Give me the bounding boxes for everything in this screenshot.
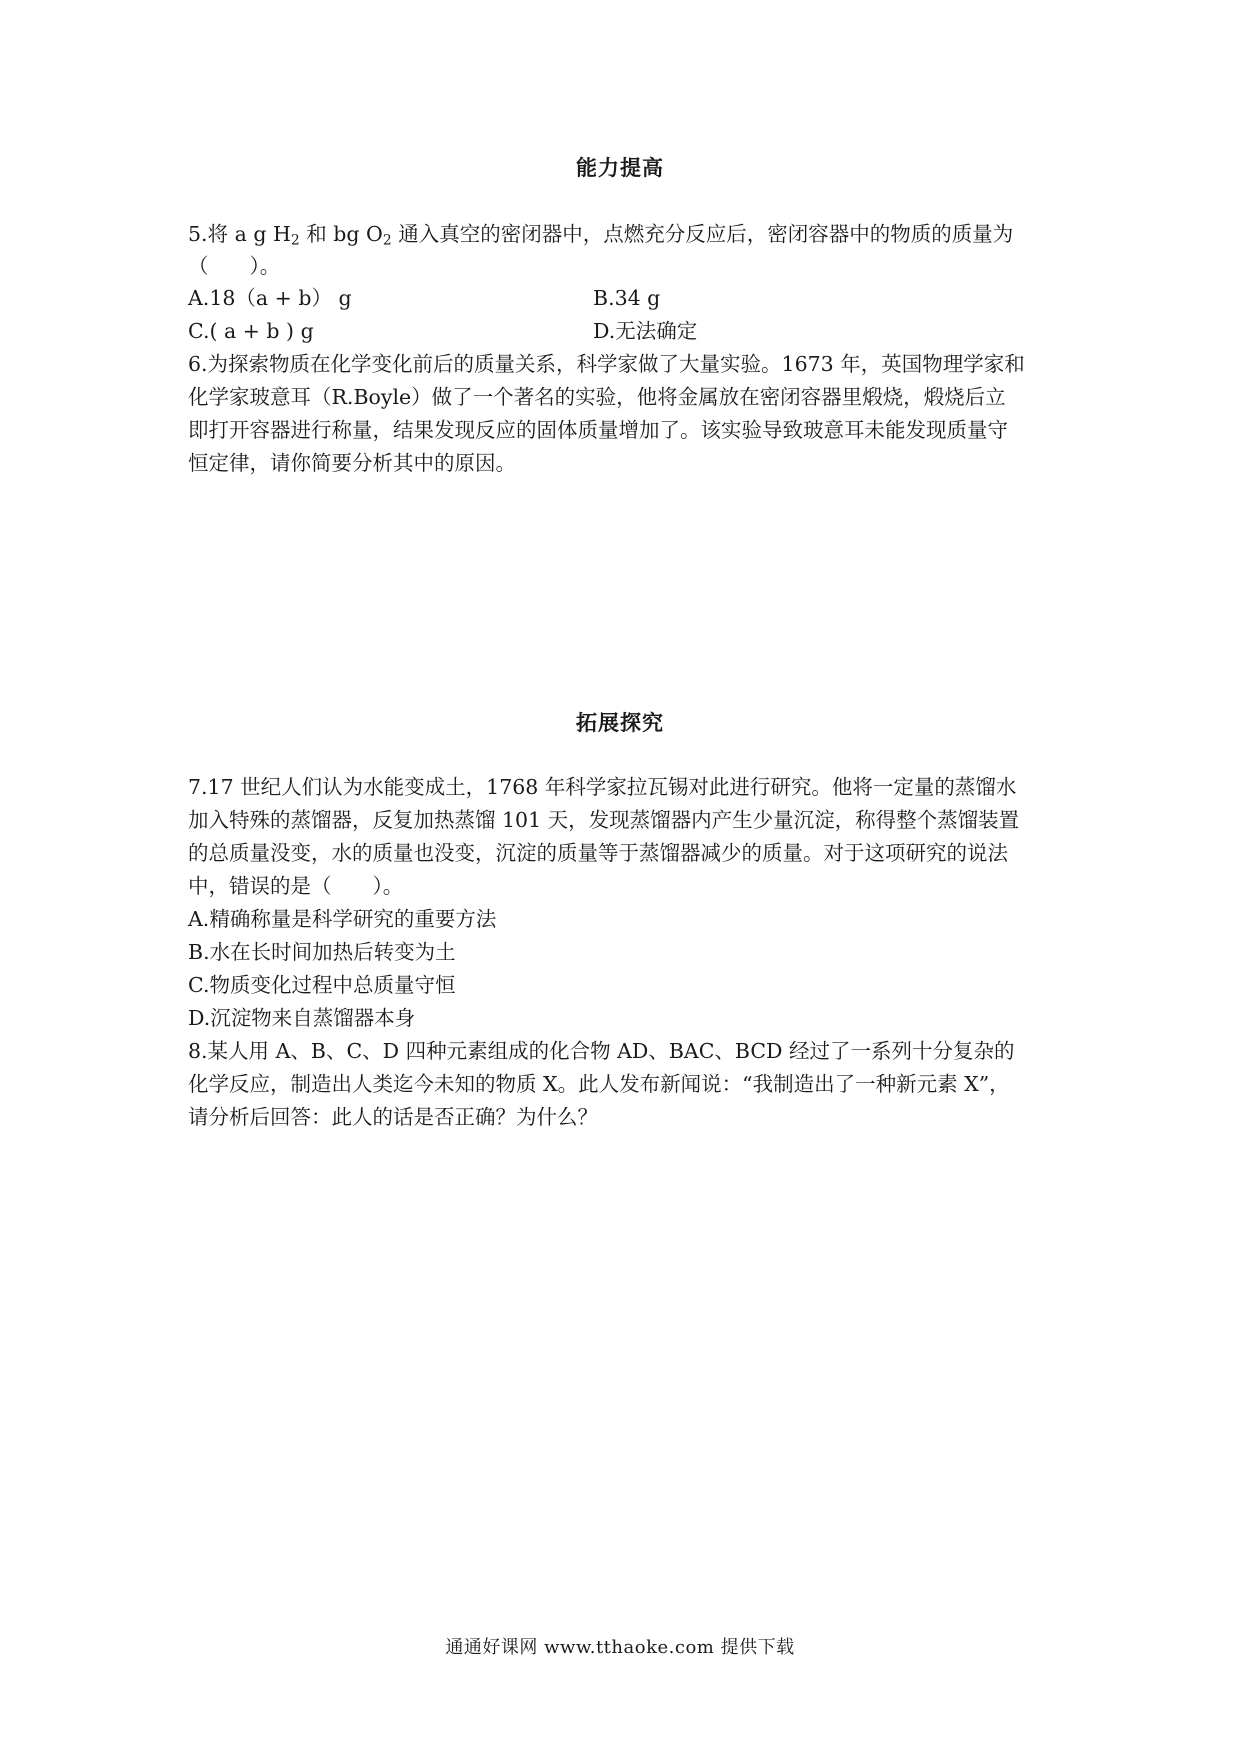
section-title-extension: 拓展探究 (576, 711, 664, 735)
q8-line-3: 请分析后回答：此人的话是否正确？为什么？ (188, 1105, 598, 1129)
q7-option-b: B.水在长时间加热后转变为土 (188, 940, 456, 964)
q7-option-d: D.沉淀物来自蒸馏器本身 (188, 1006, 416, 1030)
q6-line-3: 即打开容器进行称量，结果发现反应的固体质量增加了。该实验导致玻意耳未能发现质量守 (188, 418, 1008, 442)
q8-line-2: 化学反应，制造出人类迄今未知的物质 X。此人发布新闻说：“我制造出了一种新元素 X”， (188, 1072, 1010, 1096)
q7-option-a: A.精确称量是科学研究的重要方法 (188, 907, 497, 931)
q6-line-4: 恒定律，请你简要分析其中的原因。 (188, 451, 516, 475)
q5-line-1: 5.将 a g $H_2$ 和 bg $O_2$ 通入真空的密闭器中，点燃充分反应后，密闭容器中的物质的质量为 (188, 222, 1014, 249)
q7-line-3: 的总质量没变，水的质量也没变，沉淀的质量等于蒸馏器减少的质量。对于这项研究的说法 (188, 841, 1008, 865)
q5-option-a: A.18（a + b） g (188, 286, 352, 310)
page-footer: 通通好课网 www.tthaoke.com 提供下载 (445, 1637, 795, 1658)
section-title-ability: 能力提高 (576, 156, 664, 180)
q7-line-4: 中，错误的是（ ）。 (188, 874, 404, 898)
q6-line-1: 6.为探索物质在化学变化前后的质量关系，科学家做了大量实验。1673 年，英国物理学家和 (188, 352, 1025, 376)
q7-option-c: C.物质变化过程中总质量守恒 (188, 973, 456, 997)
q6-line-2: 化学家玻意耳（R.Boyle）做了一个著名的实验，他将金属放在密闭容器里煅烧，煅烧后立 (188, 385, 1006, 409)
q8-line-1: 8.某人用 A、B、C、D 四种元素组成的化合物 AD、BAC、BCD 经过了一系列十分复杂的 (188, 1039, 1015, 1063)
q7-line-2: 加入特殊的蒸馏器，反复加热蒸馏 101 天，发现蒸馏器内产生少量沉淀，称得整个蒸馏装置 (188, 808, 1020, 832)
q5-option-d: D.无法确定 (593, 319, 698, 343)
q5-option-b: B.34 g (593, 286, 661, 310)
q5-option-c: C.( a + b ) g (188, 319, 314, 343)
q5-line-2: （ ）。 (188, 254, 281, 278)
q7-line-1: 7.17 世纪人们认为水能变成土，1768 年科学家拉瓦锡对此进行研究。他将一定量的蒸馏水 (188, 775, 1017, 799)
